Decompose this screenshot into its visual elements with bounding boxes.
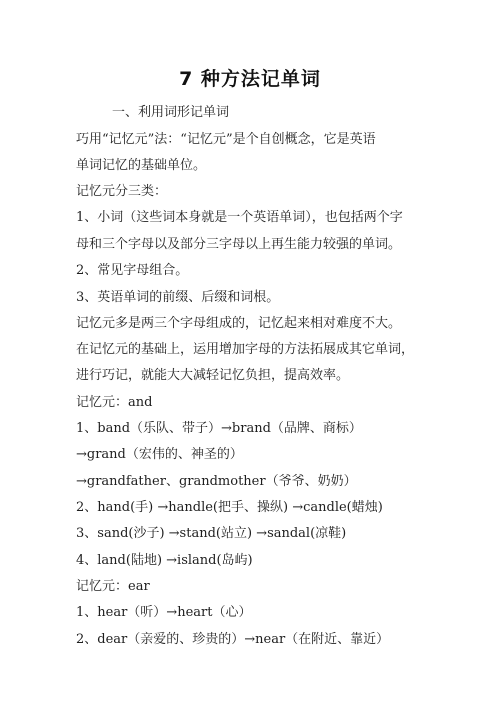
example-line: 2、hand(手) →handle(把手、操纵) →candle(蜡烛) — [76, 500, 383, 515]
list-item: 3、英语单词的前缀、后缀和词根。 — [76, 290, 280, 305]
paragraph-line: 记忆元分三类： — [76, 184, 168, 199]
example-line: →grand（宏伟的、神圣的） — [76, 447, 243, 462]
paragraph-line: 巧用“记忆元”法：“记忆元”是个自创概念，它是英语 — [76, 132, 376, 147]
example-line: 1、band（乐队、带子）→brand（品牌、商标） — [76, 421, 362, 436]
example-line: 3、sand(沙子) →stand(站立) →sandal(凉鞋) — [76, 526, 347, 541]
list-item: 2、常见字母组合。 — [76, 263, 189, 278]
paragraph-line: 单词记忆的基础单位。 — [76, 158, 207, 173]
paragraph-line: 记忆元多是两三个字母组成的，记忆起来相对难度不大。 — [76, 316, 402, 331]
list-item: 1、小词（这些词本身就是一个英语单词），也包括两个字 — [76, 210, 403, 225]
section-heading: 一、利用词形记单词 — [112, 105, 230, 120]
example-heading: 记忆元：ear — [76, 579, 150, 594]
example-line: 4、land(陆地) →island(岛屿) — [76, 553, 253, 568]
example-line: →grandfather、grandmother（爷爷、奶奶） — [76, 474, 357, 489]
document-title: 7 种方法记单词 — [179, 68, 321, 90]
paragraph-line: 母和三个字母以及部分三字母以上再生能力较强的单词。 — [76, 237, 402, 252]
example-line: 2、dear（亲爱的、珍贵的）→near（在附近、靠近） — [76, 632, 390, 647]
paragraph-line: 进行巧记，就能大大减轻记忆负担，提高效率。 — [76, 368, 350, 383]
paragraph-line: 在记忆元的基础上，运用增加字母的方法拓展成其它单词， — [76, 342, 415, 357]
example-heading: 记忆元：and — [76, 395, 153, 410]
example-line: 1、hear（听）→heart（心） — [76, 605, 252, 620]
